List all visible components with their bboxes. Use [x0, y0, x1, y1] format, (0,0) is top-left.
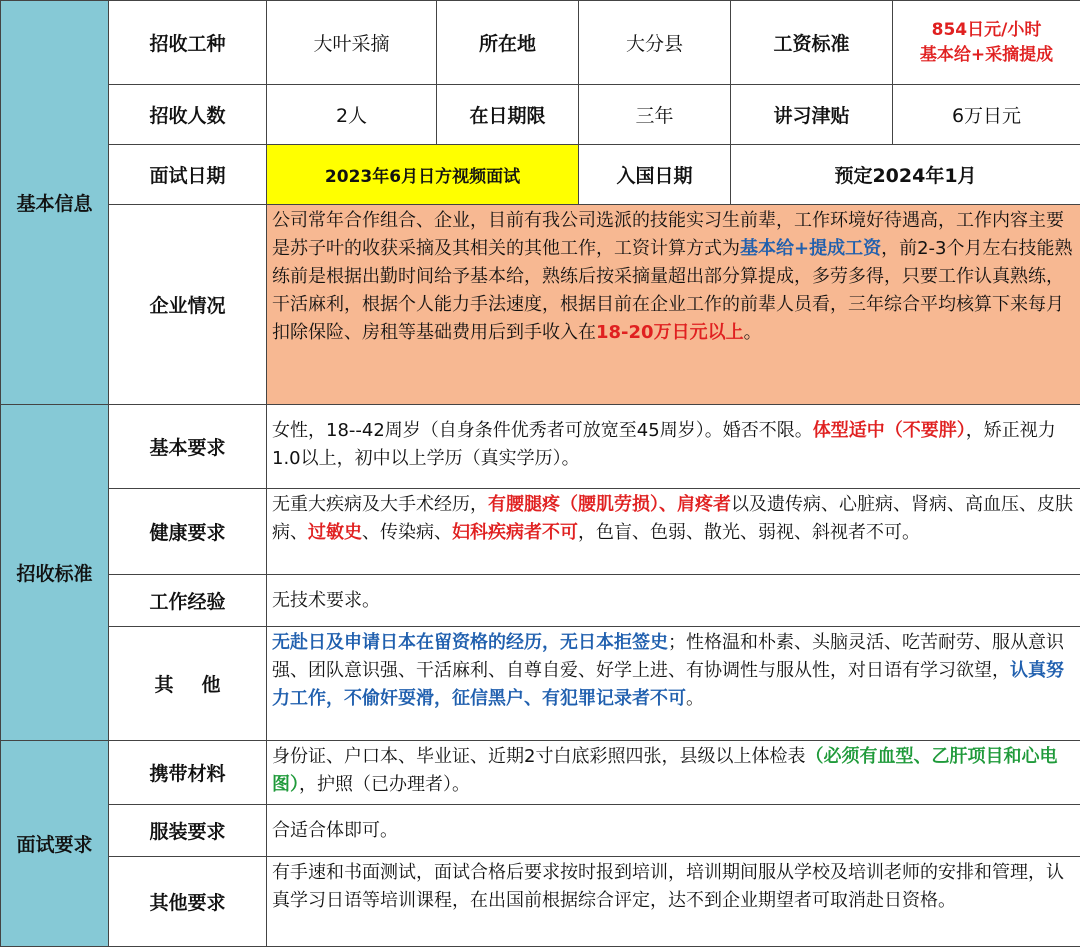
headcount-value: 2人 [267, 85, 437, 145]
basic-req-label: 基本要求 [109, 405, 267, 489]
health-label: 健康要求 [109, 489, 267, 575]
income-highlight: 18-20万日元以上 [596, 322, 744, 343]
section-criteria: 招收标准 [1, 405, 109, 741]
other-criteria-label: 其他 [109, 627, 267, 741]
job-type-label: 招收工种 [109, 1, 267, 85]
other-req-label: 其他要求 [109, 857, 267, 947]
body-type-highlight: 体型适中（不要胖） [812, 420, 966, 441]
dress-label: 服装要求 [109, 805, 267, 857]
back-pain-highlight: 有腰腿疼（腰肌劳损）、肩疼者 [488, 494, 731, 515]
wage-structure: 基本给+采摘提成 [919, 44, 1054, 65]
medical-items-highlight: （必须有血型、乙肝项目和心电图） [272, 746, 1058, 795]
basic-req-text: 女性，18--42周岁（自身条件优秀者可放宽至45周岁）。婚否不限。体型适中（不要胖），矫正视力1.0以上，初中以上学历（真实学历）。 [267, 405, 1080, 489]
health-text: 无重大疾病及大手术经历，有腰腿疼（腰肌劳损）、肩疼者以及遗传病、心脏病、肾病、高血压、皮肤病、过敏史、传染病、妇科疾病者不可，色盲、色弱、散光、弱视、斜视者不可。 [267, 489, 1080, 575]
section-interview: 面试要求 [1, 741, 109, 947]
experience-value: 无技术要求。 [267, 575, 1080, 627]
interview-date-label: 面试日期 [109, 145, 267, 205]
other-req-text: 有手速和书面测试，面试合格后要求按时报到培训，培训期间服从学校及培训老师的安排和管理，认真学习日语等培训课程，在出国前根据综合评定，达不到企业期望者可取消赴日资格。 [267, 857, 1080, 947]
dress-value: 合适合体即可。 [267, 805, 1080, 857]
materials-label: 携带材料 [109, 741, 267, 805]
location-value: 大分县 [579, 1, 731, 85]
wage-method-highlight: 基本给+提成工资 [740, 238, 882, 259]
entry-date-label: 入国日期 [579, 145, 731, 205]
work-ethic-highlight: 认真努力工作，不偷奸耍滑，征信黑户、有犯罪记录者不可 [272, 660, 1064, 709]
allowance-label: 讲习津贴 [731, 85, 893, 145]
no-visa-history-highlight: 无赴日及申请日本在留资格的经历，无日本拒签史 [272, 632, 668, 653]
entry-date-value: 预定2024年1月 [731, 145, 1080, 205]
company-description: 公司常年合作组合、企业，目前有我公司选派的技能实习生前辈，工作环境好待遇高，工作内容主要是苏子叶的收获采摘及其相关的其他工作，工资计算方式为基本给+提成工资，前2-3个月左右技能熟练前是根据出勤时间给予基本给，熟练后按采摘量超出部分算提成，多劳多得，只要工作认真熟练，干活麻利，根据个人能力手法速度，根据目前在企业工作的前辈人员看，三年综合平均核算下来每月扣除保险、房租等基础费用后到手收入在18-20万日元以上。 [267, 205, 1080, 405]
allergy-highlight: 过敏史 [308, 522, 362, 543]
section-basic-info: 基本信息 [1, 1, 109, 405]
other-criteria-text: 无赴日及申请日本在留资格的经历，无日本拒签史；性格温和朴素、头脑灵活、吃苦耐劳、服从意识强、团队意识强、干活麻利、自尊自爱、好学上进、有协调性与服从性，对日语有学习欲望，认真努力工作，不偷奸耍滑，征信黑户、有犯罪记录者不可。 [267, 627, 1080, 741]
location-label: 所在地 [437, 1, 579, 85]
wage-label: 工资标准 [731, 1, 893, 85]
gyn-highlight: 妇科疾病者不可 [452, 522, 578, 543]
materials-text: 身份证、户口本、毕业证、近期2寸白底彩照四张，县级以上体检表（必须有血型、乙肝项目和心电图），护照（已办理者）。 [267, 741, 1080, 805]
term-label: 在日期限 [437, 85, 579, 145]
term-value: 三年 [579, 85, 731, 145]
allowance-value: 6万日元 [893, 85, 1080, 145]
experience-label: 工作经验 [109, 575, 267, 627]
headcount-label: 招收人数 [109, 85, 267, 145]
company-label: 企业情况 [109, 205, 267, 405]
job-type-value: 大叶采摘 [267, 1, 437, 85]
wage-hourly: 854日元/小时 [931, 19, 1042, 40]
interview-date-value: 2023年6月日方视频面试 [267, 145, 579, 205]
wage-value [893, 1, 1080, 85]
